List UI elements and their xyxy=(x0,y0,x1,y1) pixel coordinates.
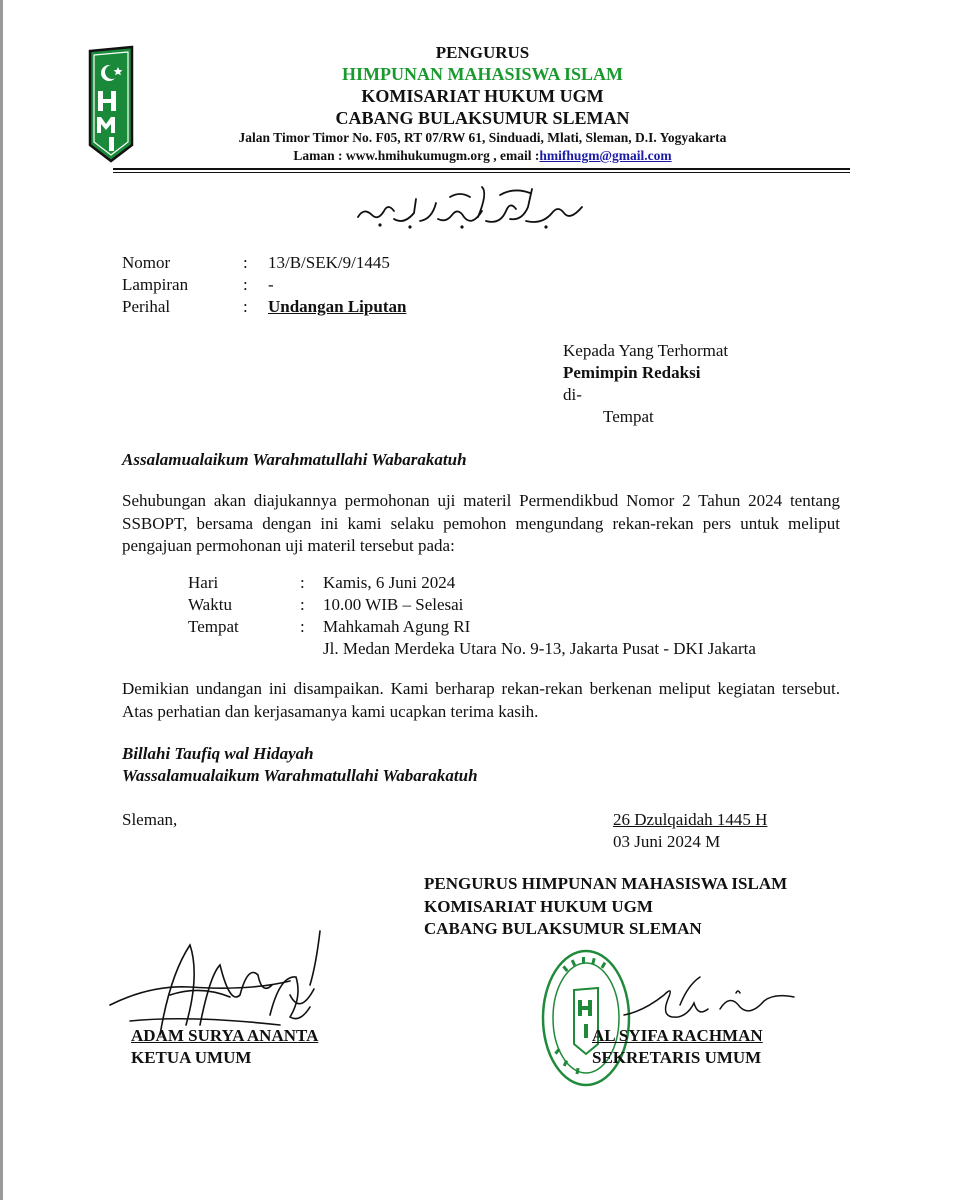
nomor-colon: : xyxy=(243,253,248,272)
recipient-salutation: Kepada Yang Terhormat xyxy=(563,341,729,360)
date-block xyxy=(613,809,767,853)
letterhead-rule-thin xyxy=(113,172,850,173)
signer-sekretaris xyxy=(592,1025,763,1069)
signer-ketua xyxy=(131,1025,318,1069)
tempat-address: Jl. Medan Merdeka Utara No. 9-13, Jakarta Pusat - DKI Jakarta xyxy=(323,639,756,658)
signer-sekretaris-name: AL SYIFA RACHMAN xyxy=(592,1026,763,1045)
waktu-label: Waktu xyxy=(188,595,232,614)
tempat-colon: : xyxy=(300,617,305,636)
perihal-value: Undangan Liputan xyxy=(268,297,407,316)
closing-line-2: Wassalamualaikum Warahmatullahi Wabarakatuh xyxy=(122,766,478,785)
hari-label: Hari xyxy=(188,573,219,592)
signer-ketua-name: ADAM SURYA ANANTA xyxy=(131,1026,319,1045)
recipient-name: Pemimpin Redaksi xyxy=(563,363,701,382)
hmi-logo xyxy=(88,45,134,163)
basmalah-calligraphy xyxy=(350,183,590,231)
date-hijri: 26 Dzulqaidah 1445 H xyxy=(613,810,768,829)
signer-sekretaris-role: SEKRETARIS UMUM xyxy=(592,1048,762,1067)
lampiran-label: Lampiran xyxy=(122,275,189,294)
hari-value: Kamis, 6 Juni 2024 xyxy=(323,573,456,592)
closing-line-1: Billahi Taufiq wal Hidayah xyxy=(122,744,314,763)
letterhead-address: Jalan Timor Timor No. F05, RT 07/RW 61, Sinduadi, Mlati, Sleman, D.I. Yogyakarta xyxy=(238,130,727,145)
nomor-value: 13/B/SEK/9/1445 xyxy=(268,253,390,272)
letterhead-contact xyxy=(160,147,805,165)
letterhead-email[interactable]: hmifhugm@gmail.com xyxy=(539,148,672,163)
letterhead-web: Laman : www.hmihukumugm.org , email : xyxy=(293,148,540,163)
body-paragraph-1: Sehubungan akan diajukannya permohonan uji materil Permendikbud Nomor 2 Tahun 2024 tentang SSBOPT, bersama dengan ini kami selaku pemohon mengundang rekan-rekan pers untuk meliput pengajuan permohonan uji materil tersebut pada: xyxy=(122,491,840,555)
tempat-value: Mahkamah Agung RI xyxy=(323,617,471,636)
closing xyxy=(122,743,478,787)
letterhead-cabang: CABANG BULAKSUMUR SLEMAN xyxy=(335,108,630,128)
lampiran-value: - xyxy=(268,275,274,294)
greeting: Assalamualaikum Warahmatullahi Wabarakatuh xyxy=(122,450,467,469)
body-paragraph-2: Demikian undangan ini disampaikan. Kami berharap rekan-rekan berkenan meliput kegiatan tersebut. Atas perhatian dan kerjasamanya kami ucapkan terima kasih. xyxy=(122,679,840,721)
letterhead-pengurus: PENGURUS xyxy=(435,43,530,62)
letterhead xyxy=(160,42,805,165)
waktu-colon: : xyxy=(300,595,305,614)
signer-ketua-role: KETUA UMUM xyxy=(131,1048,252,1067)
perihal-label: Perihal xyxy=(122,297,171,316)
letterhead-org-name: HIMPUNAN MAHASISWA ISLAM xyxy=(341,64,624,84)
signature-org-line-1: PENGURUS HIMPUNAN MAHASISWA ISLAM xyxy=(424,874,788,893)
date-gregorian: 03 Juni 2024 M xyxy=(613,832,721,851)
signature-org-line-3: CABANG BULAKSUMUR SLEMAN xyxy=(424,919,702,938)
hari-colon: : xyxy=(300,573,305,592)
waktu-value: 10.00 WIB – Selesai xyxy=(323,595,464,614)
signature-org-line-2: KOMISARIAT HUKUM UGM xyxy=(424,896,653,916)
perihal-colon: : xyxy=(243,297,248,316)
recipient-block xyxy=(563,340,863,430)
signature-org xyxy=(424,873,787,941)
event-details xyxy=(0,572,955,662)
letterhead-rule-thick xyxy=(113,168,850,170)
recipient-di: di- xyxy=(563,385,582,404)
place: Sleman, xyxy=(122,810,178,829)
lampiran-colon: : xyxy=(243,275,248,294)
tempat-label: Tempat xyxy=(188,617,239,636)
nomor-label: Nomor xyxy=(122,253,171,272)
letter-meta xyxy=(0,252,955,322)
letterhead-komisariat: KOMISARIAT HUKUM UGM xyxy=(361,86,604,106)
recipient-place: Tempat xyxy=(603,407,654,426)
